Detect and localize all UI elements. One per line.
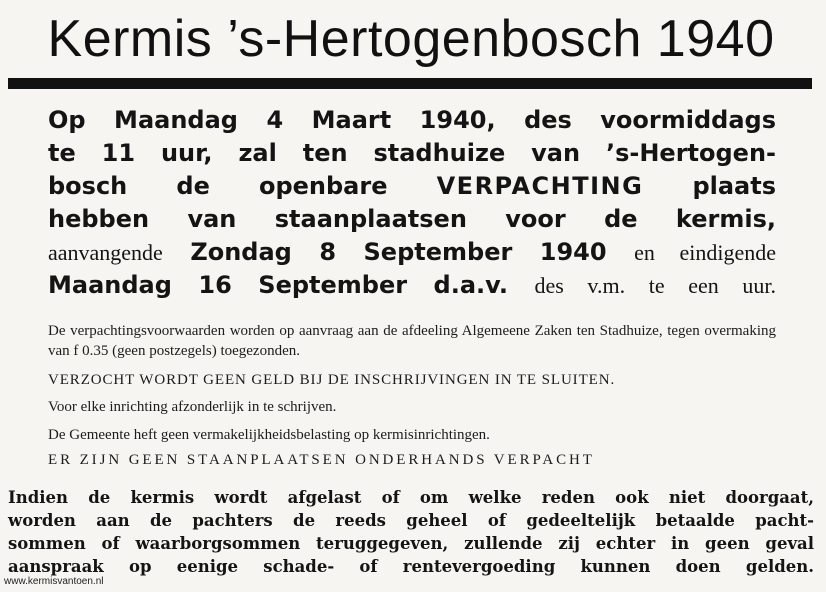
lead-line-6	[48, 269, 776, 302]
lead-line-4: hebben van staanplaatsen voor de kermis,	[48, 205, 776, 233]
watermark: www.kermisvantoen.nl	[4, 576, 104, 587]
verpachting-keyword: VERPACHTING	[436, 172, 644, 200]
lead-line-5-start: aanvangende	[48, 240, 163, 265]
announcement-lead	[48, 104, 776, 302]
tax-notice: De Gemeente heft geen vermakelijkheidsbelasting op kermisinrichtingen.	[48, 427, 490, 443]
lead-line-2: te 11 uur, zal ten stadhuize van ’s-Hertogen-	[48, 139, 776, 167]
cancellation-notice	[8, 486, 814, 578]
lead-line-3	[48, 170, 776, 203]
lead-line-3-start: bosch de openbare	[48, 172, 388, 200]
cancellation-line-1: Indien de kermis wordt afgelast of om welke reden ook niet doorgaat,	[8, 488, 814, 507]
separate-registration-notice: Voor elke inrichting afzonderlijk in te schrijven.	[48, 399, 337, 415]
no-private-lease-notice: ER ZIJN GEEN STAANPLAATSEN ONDERHANDS VERPACHT	[48, 452, 595, 468]
start-date: Zondag 8 September 1940	[190, 238, 607, 266]
end-date: Maandag 16 September d.a.v.	[48, 271, 508, 299]
lead-line-5	[48, 236, 776, 269]
lead-line-3-end: plaats	[692, 172, 776, 200]
title-divider	[8, 78, 812, 89]
cancellation-line-4: aanspraak op eenige schade- of rentevergoeding kunnen doen gelden.	[8, 557, 814, 576]
lead-line-1: Op Maandag 4 Maart 1940, des voormiddags	[48, 106, 776, 134]
no-money-notice: VERZOCHT WORDT GEEN GELD BIJ DE INSCHRIJVINGEN IN TE SLUITEN.	[48, 372, 616, 388]
cancellation-line-3: sommen of waarborgsommen teruggegeven, zullende zij echter in geen geval	[8, 534, 814, 553]
page-title: Kermis ’s-Hertogenbosch 1940	[47, 10, 775, 68]
end-time: des v.m. te een uur.	[534, 273, 776, 298]
conditions-paragraph: De verpachtingsvoorwaarden worden op aanvraag aan de afdeeling Algemeene Zaken ten Stadhuize, tegen overmaking van f 0.35 (geen postzegels) toegezonden.	[48, 323, 776, 359]
lead-line-5-end: en eindigende	[634, 240, 776, 265]
cancellation-line-2: worden aan de pachters de reeds geheel of gedeeltelijk betaalde pacht-	[8, 511, 814, 530]
